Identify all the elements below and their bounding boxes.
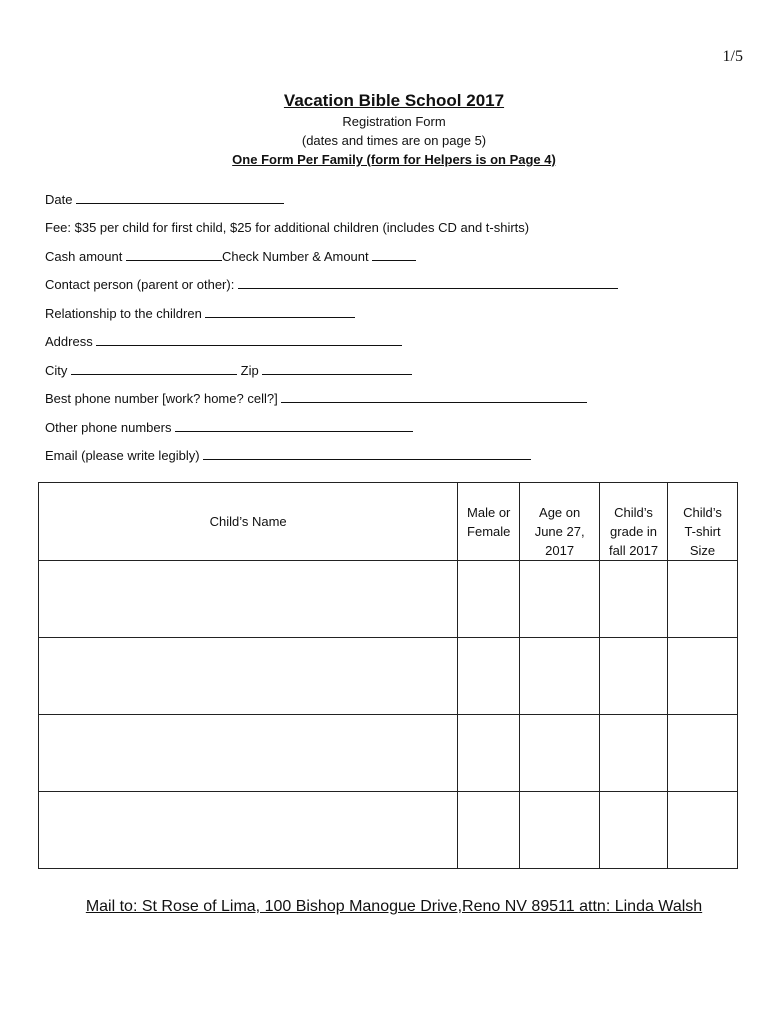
grade-cell[interactable] <box>600 715 668 792</box>
cash-amount-blank[interactable] <box>126 248 222 261</box>
sex-cell[interactable] <box>458 715 520 792</box>
table-row <box>39 715 738 792</box>
dates-note: (dates and times are on page 5) <box>301 133 487 148</box>
sex-cell[interactable] <box>458 638 520 715</box>
tshirt-cell[interactable] <box>668 715 738 792</box>
fee-label: Fee: $35 per child for first child, $25 for additional children (includes CD and t-shirts) <box>45 220 530 235</box>
form-title: Vacation Bible School 2017 <box>283 91 505 110</box>
city-blank[interactable] <box>71 362 237 375</box>
cash-amount-label: Cash amount <box>45 249 123 264</box>
child-name-header: Child’s Name <box>39 483 458 561</box>
table-row <box>39 561 738 638</box>
age-cell[interactable] <box>520 638 600 715</box>
contact-person-label: Contact person (parent or other): <box>45 277 235 292</box>
best-phone-field <box>45 390 587 407</box>
form-subtitle: Registration Form <box>342 114 446 129</box>
check-number-blank[interactable] <box>372 248 416 261</box>
email-blank[interactable] <box>203 447 531 460</box>
table-row <box>39 792 738 869</box>
relationship-field <box>45 305 355 322</box>
age-cell[interactable] <box>520 561 600 638</box>
grade-cell[interactable] <box>600 792 668 869</box>
email-field <box>45 447 531 464</box>
form-header <box>0 90 770 169</box>
address-field <box>45 333 402 350</box>
sex-cell[interactable] <box>458 792 520 869</box>
relationship-blank[interactable] <box>205 305 355 318</box>
check-number-label: Check Number & Amount <box>221 249 369 264</box>
grade-header: Child’s grade in fall 2017 <box>600 483 668 561</box>
age-cell[interactable] <box>520 792 600 869</box>
age-cell[interactable] <box>520 715 600 792</box>
children-table <box>38 482 738 869</box>
city-label: City <box>45 363 68 378</box>
best-phone-blank[interactable] <box>281 390 587 403</box>
other-phone-field <box>45 419 413 436</box>
fee-info <box>45 220 529 236</box>
table-header-row <box>39 483 738 561</box>
table-row <box>39 638 738 715</box>
tshirt-header: Child’s T-shirt Size <box>668 483 738 561</box>
child-name-cell[interactable] <box>39 715 458 792</box>
contact-person-blank[interactable] <box>238 276 618 289</box>
child-name-cell[interactable] <box>39 792 458 869</box>
city-zip-field <box>45 362 412 379</box>
page-number: 1/5 <box>722 48 743 65</box>
tshirt-cell[interactable] <box>668 561 738 638</box>
zip-label: Zip <box>240 363 259 378</box>
tshirt-cell[interactable] <box>668 638 738 715</box>
date-label: Date <box>45 192 73 207</box>
other-phone-blank[interactable] <box>175 419 413 432</box>
child-name-cell[interactable] <box>39 561 458 638</box>
child-name-cell[interactable] <box>39 638 458 715</box>
sex-cell[interactable] <box>458 561 520 638</box>
grade-cell[interactable] <box>600 561 668 638</box>
tshirt-cell[interactable] <box>668 792 738 869</box>
address-blank[interactable] <box>96 333 402 346</box>
other-phone-label: Other phone numbers <box>45 420 172 435</box>
address-label: Address <box>45 334 93 349</box>
mail-to-address: Mail to: St Rose of Lima, 100 Bishop Manogue Drive,Reno NV 89511 attn: Linda Walsh <box>85 898 703 915</box>
grade-cell[interactable] <box>600 638 668 715</box>
relationship-label: Relationship to the children <box>45 306 202 321</box>
date-field <box>45 191 284 208</box>
contact-person-field <box>45 276 618 293</box>
date-blank[interactable] <box>76 191 284 204</box>
family-note: One Form Per Family (form for Helpers is on Page 4) <box>232 152 556 167</box>
payment-field <box>45 248 416 265</box>
sex-header: Male or Female <box>458 483 520 561</box>
age-header: Age on June 27, 2017 <box>520 483 600 561</box>
email-label: Email (please write legibly) <box>45 448 200 463</box>
best-phone-label: Best phone number [work? home? cell?] <box>45 391 278 406</box>
zip-blank[interactable] <box>262 362 412 375</box>
